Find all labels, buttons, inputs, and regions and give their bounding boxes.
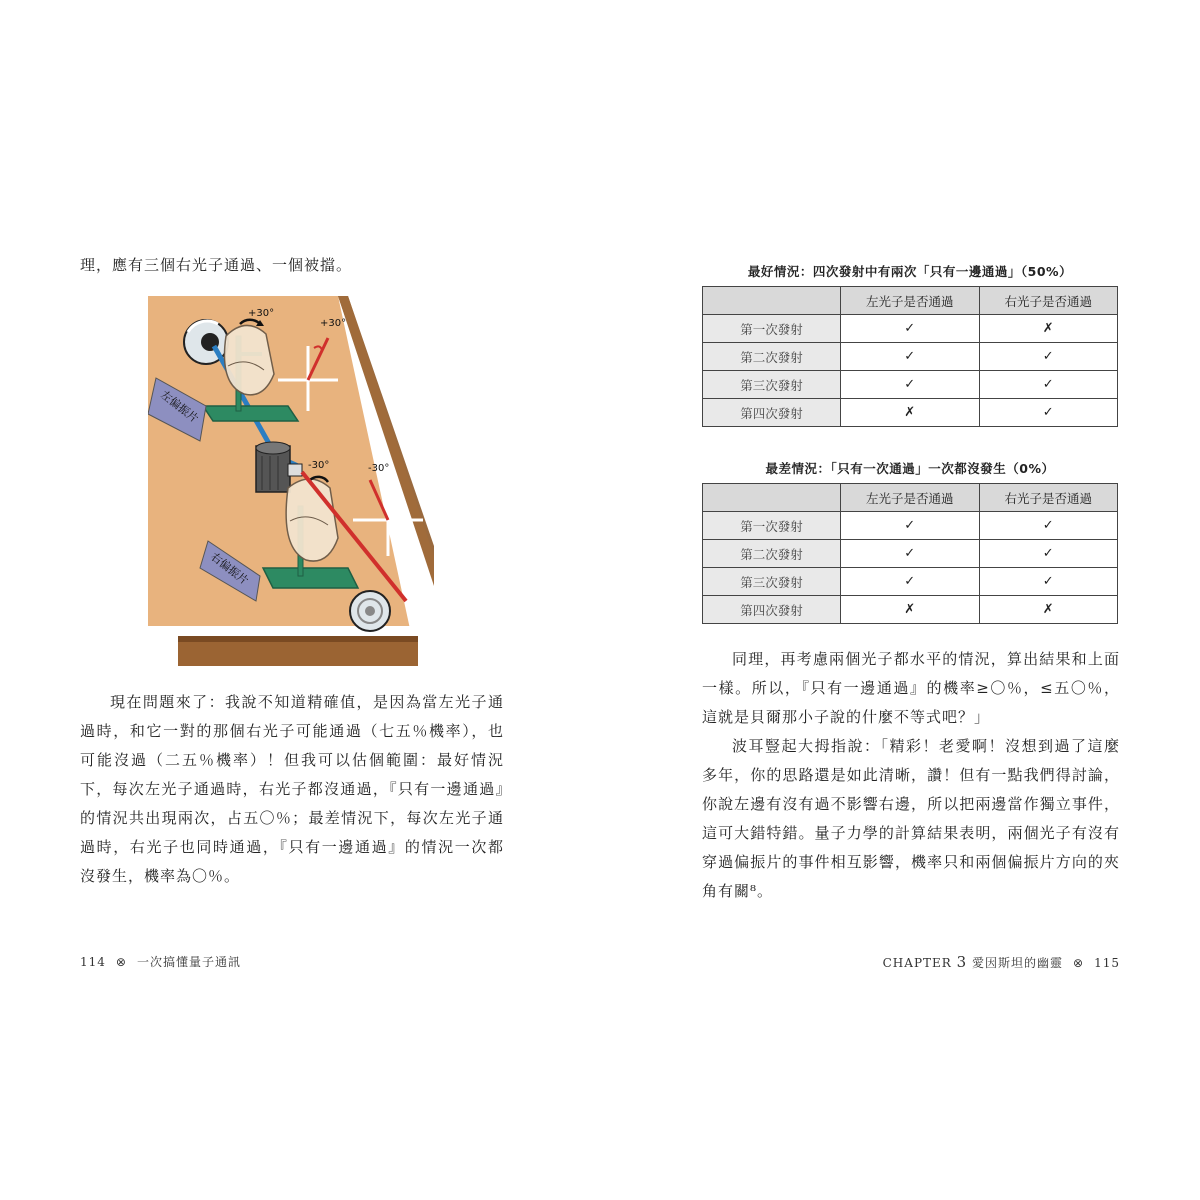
- table-row: [703, 399, 1118, 427]
- right-footer: [883, 953, 1120, 971]
- row-label: 第一次發射: [703, 315, 841, 343]
- right-paragraph-1: 同理，再考慮兩個光子都水平的情況，算出結果和上面一樣。所以，『只有一邊通過』的機率≥〇％，≤五〇％，這就是貝爾那小子說的什麼不等式吧？」: [702, 650, 1120, 726]
- check-cell: ✗: [979, 315, 1118, 343]
- check-cell: ✓: [841, 512, 980, 540]
- check-cell: ✓: [979, 512, 1118, 540]
- polarizer-illustration: [148, 296, 434, 666]
- left-body-text: [80, 688, 504, 891]
- right-page: [600, 0, 1200, 1200]
- check-cell: ✗: [979, 596, 1118, 624]
- table-header-cell: 右光子是否通過: [979, 287, 1118, 315]
- table-header-row: [703, 287, 1118, 315]
- row-label: 第三次發射: [703, 371, 841, 399]
- worst-case-table-block: [702, 459, 1118, 624]
- left-paragraph: 現在問題來了：我說不知道精確值，是因為當左光子通過時，和它一對的那個右光子可能通過（七五％機率），也可能沒過（二五％機率）！但我可以估個範圍：最好情況下，每次左光子通過時，右光子都沒通過，『只有一邊通過』的情況共出現兩次，占五〇％；最差情況下，每次左光子通過時，右光子也同時通過，『只有一邊通過』的情況一次都沒發生，機率為〇％。: [80, 693, 504, 885]
- table-row: [703, 540, 1118, 568]
- chapter-word: CHAPTER: [882, 956, 952, 970]
- right-paragraph-2: 波耳豎起大拇指說：「精彩！老愛啊！沒想到過了這麼多年，你的思路還是如此清晰，讚！但有一點我們得討論，你說左邊有沒有過不影響右邊，所以把兩邊當作獨立事件，這可大錯特錯。量子力學的計算結果表明，兩個光子有沒有穿過偏振片的事件相互影響，機率只和兩個偏振片方向的夾角有關⁸。: [702, 737, 1120, 900]
- table-row: [703, 343, 1118, 371]
- check-cell: ✓: [841, 315, 980, 343]
- check-cell: ✓: [979, 371, 1118, 399]
- left-footer: [80, 953, 241, 970]
- right-body-text: [702, 645, 1120, 906]
- check-cell: ✓: [979, 540, 1118, 568]
- best-case-title: 最好情況：四次發射中有兩次「只有一邊通過」（50%）: [747, 264, 1073, 279]
- worst-case-table: [702, 483, 1118, 624]
- check-cell: ✓: [979, 399, 1118, 427]
- table-header-cell: [703, 484, 841, 512]
- table-header-cell: 左光子是否通過: [841, 287, 980, 315]
- right-polarizer-label: 右偏振片: [208, 550, 251, 588]
- table-header-cell: [703, 287, 841, 315]
- table-row: [703, 512, 1118, 540]
- angle-label: -30°: [308, 460, 330, 471]
- right-photon-detector: [350, 591, 390, 631]
- page-number-left: 114: [80, 955, 106, 969]
- check-cell: ✗: [841, 399, 980, 427]
- row-label: 第三次發射: [703, 568, 841, 596]
- table-header-row: [703, 484, 1118, 512]
- book-title: 一次搞懂量子通訊: [136, 955, 241, 969]
- table-header-cell: 左光子是否通過: [841, 484, 980, 512]
- row-label: 第四次發射: [703, 596, 841, 624]
- best-case-table: [702, 286, 1118, 427]
- check-cell: ✓: [841, 371, 980, 399]
- check-cell: ✓: [979, 568, 1118, 596]
- angle-label: +30°: [320, 318, 347, 329]
- row-label: 第一次發射: [703, 512, 841, 540]
- row-label: 第四次發射: [703, 399, 841, 427]
- table-header-cell: 右光子是否通過: [979, 484, 1118, 512]
- check-cell: ✓: [979, 343, 1118, 371]
- angle-label: +30°: [248, 308, 275, 319]
- check-cell: ✓: [841, 540, 980, 568]
- row-label: 第二次發射: [703, 540, 841, 568]
- table-row: [703, 596, 1118, 624]
- table-row: [703, 568, 1118, 596]
- ornament-icon: ⊗: [115, 955, 127, 969]
- page-number-right: 115: [1094, 956, 1120, 970]
- angle-label: -30°: [368, 463, 390, 474]
- check-cell: ✓: [841, 343, 980, 371]
- check-cell: ✗: [841, 596, 980, 624]
- check-cell: ✓: [841, 568, 980, 596]
- left-polarizer-label: 左偏振片: [158, 388, 201, 426]
- table-row: [703, 315, 1118, 343]
- best-case-table-block: [702, 262, 1118, 427]
- ornament-icon: ⊗: [1073, 956, 1085, 970]
- row-label: 第二次發射: [703, 343, 841, 371]
- chapter-title: 愛因斯坦的幽靈: [972, 956, 1064, 970]
- table-row: [703, 371, 1118, 399]
- chapter-number: 3: [956, 953, 968, 971]
- left-top-line: 理，應有三個右光子通過、一個被擋。: [80, 256, 353, 274]
- worst-case-title: 最差情況：「只有一次通過」一次都沒發生（0%）: [765, 461, 1055, 476]
